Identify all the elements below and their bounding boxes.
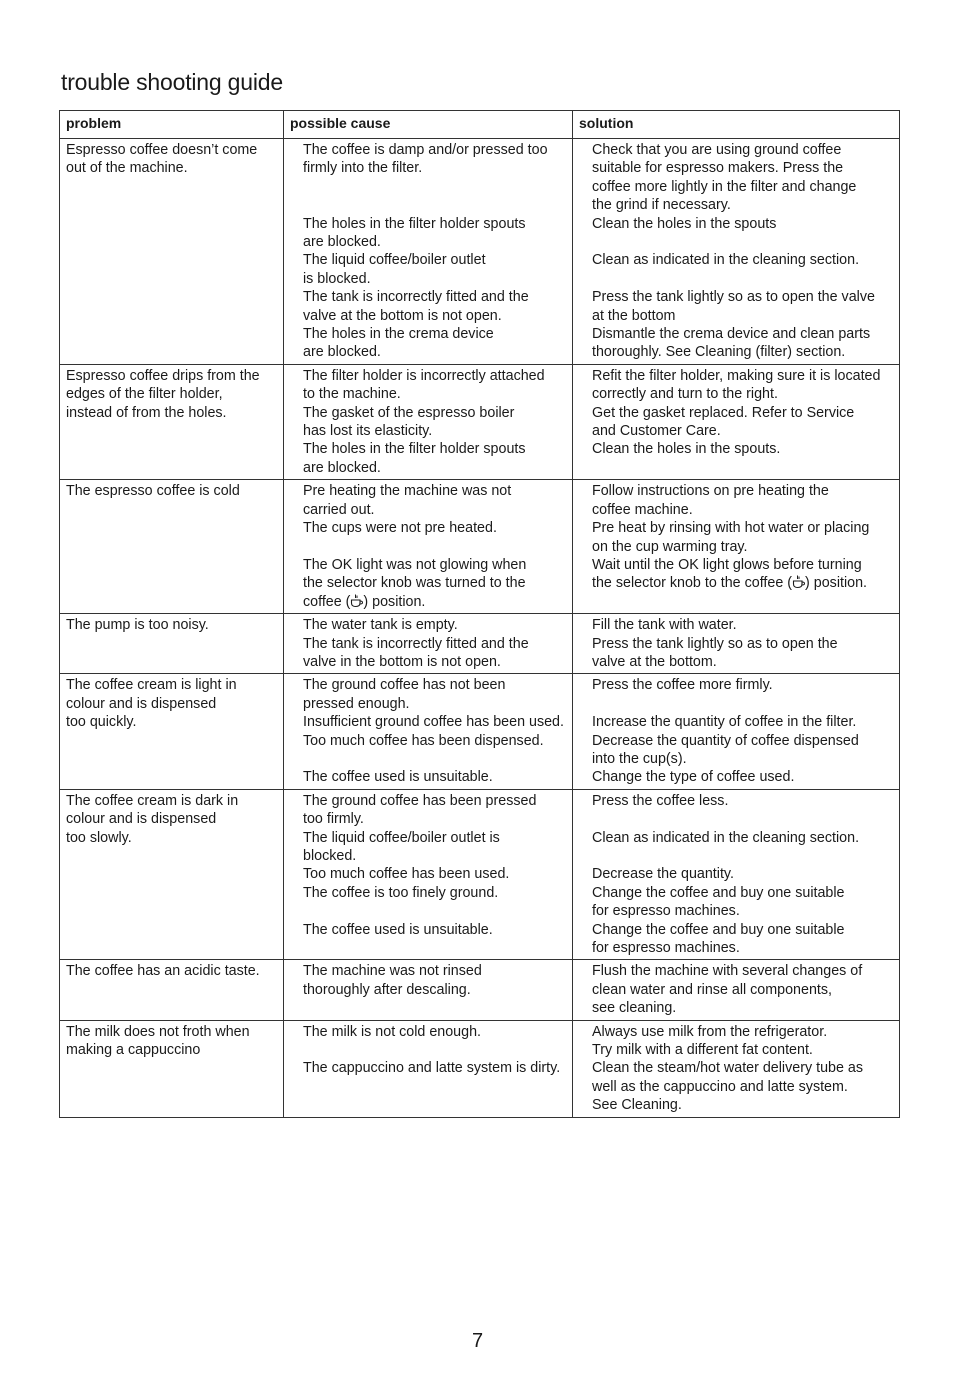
solution-line	[592, 501, 895, 519]
cause-line	[303, 343, 568, 361]
cause-line	[303, 215, 568, 233]
cause-line-text: are blocked.	[303, 234, 381, 250]
cause-line	[303, 233, 568, 251]
solution-line	[592, 653, 895, 671]
cause-line-text: Too much coffee has been used.	[303, 866, 510, 883]
line-spacer	[303, 538, 568, 556]
cause-line	[303, 440, 568, 458]
solution-line-text: Follow instructions on pre heating the	[592, 483, 829, 500]
problem-line: instead of from the holes.	[66, 404, 227, 421]
problem-line: making a cappuccino	[66, 1042, 201, 1058]
solution-line-text: Press the tank lightly so as to open the valve	[592, 289, 875, 306]
solution-line	[592, 865, 895, 883]
solution-line-text: Refit the filter holder, making sure it is located	[592, 367, 881, 384]
cause-cell	[284, 614, 573, 674]
table-body	[60, 139, 900, 1118]
line-spacer	[303, 750, 568, 768]
solution-line	[592, 556, 895, 574]
cause-cell	[284, 364, 573, 479]
cause-line-text: The holes in the crema device	[303, 326, 494, 343]
solution-line	[592, 732, 895, 750]
solution-line	[592, 1023, 895, 1041]
problem-line: too quickly.	[66, 714, 137, 731]
cause-line	[303, 1023, 568, 1041]
cause-line-text: The water tank is empty.	[303, 617, 458, 634]
cause-line-text: The coffee used is unsuitable.	[303, 769, 493, 786]
solution-line-text: Press the tank lightly so as to open the	[592, 635, 838, 652]
cause-line	[303, 385, 568, 403]
solution-line	[592, 750, 895, 768]
line-spacer	[592, 810, 895, 828]
solution-line-text: valve at the bottom.	[592, 653, 717, 670]
problem-line: Espresso coffee drips from the	[66, 367, 260, 384]
solution-line-text: for espresso machines.	[592, 903, 740, 920]
cause-line	[303, 270, 568, 288]
cause-line-text: thoroughly after descaling.	[303, 981, 471, 998]
solution-line-text: Dismantle the crema device and clean parts	[592, 326, 871, 343]
cause-line	[303, 593, 568, 611]
cause-line	[303, 556, 568, 574]
solution-line	[592, 676, 895, 694]
problem-cell	[60, 139, 284, 365]
cause-line-text: Pre heating the machine was not	[303, 483, 512, 500]
line-spacer	[303, 196, 568, 214]
solution-line-text: Increase the quantity of coffee in the filter.	[592, 714, 857, 731]
solution-line-text: on the cup warming tray.	[592, 538, 748, 555]
cause-line-text: coffee (	[303, 593, 351, 610]
solution-line-text: suitable for espresso makers. Press the	[592, 160, 844, 177]
cause-line	[303, 768, 568, 786]
cause-line	[303, 921, 568, 939]
cause-line-text: are blocked.	[303, 459, 381, 476]
solution-line	[592, 141, 895, 159]
cause-line-text: The ground coffee has not been	[303, 677, 506, 694]
cause-line-text: to the machine.	[303, 386, 401, 403]
cause-line	[303, 792, 568, 810]
table-row	[60, 364, 900, 479]
cause-line-text: The gasket of the espresso boiler	[303, 404, 515, 421]
solution-line	[592, 538, 895, 556]
cause-line	[303, 288, 568, 306]
solution-line	[592, 215, 895, 233]
cause-line	[303, 962, 568, 980]
solution-line-text: Wait until the OK light glows before turning	[592, 556, 862, 573]
problem-line: The milk does not froth when	[66, 1023, 250, 1040]
solution-line	[592, 902, 895, 920]
line-spacer	[303, 902, 568, 920]
line-spacer	[592, 847, 895, 865]
cause-line	[303, 616, 568, 634]
solution-line-text: Change the coffee and buy one suitable	[592, 921, 845, 938]
solution-line	[592, 178, 895, 196]
solution-line-text: Press the coffee more firmly.	[592, 677, 773, 694]
cause-line-text: The coffee is too finely ground.	[303, 884, 499, 901]
problem-line: The coffee cream is dark in	[66, 792, 239, 809]
problem-cell	[60, 789, 284, 960]
line-spacer	[592, 695, 895, 713]
table-row	[60, 960, 900, 1020]
solution-line	[592, 196, 895, 214]
problem-cell	[60, 614, 284, 674]
problem-line: The espresso coffee is cold	[66, 483, 240, 500]
solution-line	[592, 1096, 895, 1114]
solution-line	[592, 713, 895, 731]
cause-line	[303, 676, 568, 694]
solution-line-text: Clean the holes in the spouts	[592, 215, 777, 232]
cause-line-text: The milk is not cold enough.	[303, 1023, 482, 1040]
solution-line	[592, 574, 895, 592]
page-title: trouble shooting guide	[61, 69, 283, 96]
coffee-cup-icon	[792, 575, 805, 589]
cause-line-text: has lost its elasticity.	[303, 423, 433, 440]
solution-cell	[573, 614, 900, 674]
cause-cell	[284, 960, 573, 1020]
cause-line-text: The machine was not rinsed	[303, 963, 482, 980]
solution-cell	[573, 364, 900, 479]
cause-line	[303, 981, 568, 999]
line-spacer	[592, 270, 895, 288]
cause-line	[303, 732, 568, 750]
cause-line-text: blocked.	[303, 847, 357, 864]
cause-line-text-after: ) position.	[363, 593, 426, 610]
cause-line-text: the selector knob was turned to the	[303, 575, 526, 592]
solution-line-text: well as the cappuccino and latte system.	[592, 1078, 848, 1095]
problem-cell	[60, 364, 284, 479]
line-spacer	[303, 1041, 568, 1059]
solution-line	[592, 1041, 895, 1059]
line-spacer	[303, 178, 568, 196]
solution-cell	[573, 480, 900, 614]
cause-cell	[284, 789, 573, 960]
cause-line-text: The tank is incorrectly fitted and the	[303, 289, 529, 306]
solution-line	[592, 792, 895, 810]
troubleshooting-table	[59, 110, 900, 1118]
solution-line-text: Decrease the quantity of coffee dispensed	[592, 732, 859, 749]
cause-line	[303, 635, 568, 653]
cause-line-text: Too much coffee has been dispensed.	[303, 732, 544, 749]
solution-line-text: Pre heat by rinsing with hot water or placing	[592, 520, 870, 537]
solution-line-text: Decrease the quantity.	[592, 866, 734, 883]
cause-line	[303, 422, 568, 440]
solution-line	[592, 1059, 895, 1077]
cause-line-text: is blocked.	[303, 270, 371, 287]
cause-line	[303, 367, 568, 385]
column-header-cause: possible cause	[284, 111, 573, 139]
problem-line: colour and is dispensed	[66, 695, 217, 712]
table-header-row	[60, 111, 900, 139]
solution-line-text: Clean as indicated in the cleaning section.	[592, 829, 860, 846]
solution-cell	[573, 674, 900, 789]
solution-line-text: the grind if necessary.	[592, 197, 731, 214]
solution-line	[592, 939, 895, 957]
problem-cell	[60, 1020, 284, 1117]
cause-line-text: pressed enough.	[303, 695, 410, 712]
solution-line-text: Press the coffee less.	[592, 792, 729, 809]
cause-line	[303, 307, 568, 325]
cause-line	[303, 713, 568, 731]
cause-line	[303, 141, 568, 159]
solution-line	[592, 999, 895, 1017]
solution-line	[592, 884, 895, 902]
cause-line	[303, 829, 568, 847]
solution-cell	[573, 960, 900, 1020]
solution-line	[592, 325, 895, 343]
cause-line	[303, 251, 568, 269]
cause-line-text: The holes in the filter holder spouts	[303, 441, 526, 458]
cause-line	[303, 847, 568, 865]
solution-line-text: and Customer Care.	[592, 423, 721, 440]
cause-cell	[284, 139, 573, 365]
cause-line-text: valve in the bottom is not open.	[303, 653, 501, 670]
problem-line: The pump is too noisy.	[66, 617, 209, 634]
cause-line	[303, 459, 568, 477]
cause-line-text: are blocked.	[303, 344, 381, 361]
cause-line	[303, 884, 568, 902]
table-row	[60, 789, 900, 960]
problem-line: Espresso coffee doesn’t come	[66, 142, 258, 158]
solution-line	[592, 385, 895, 403]
solution-line-text: coffee more lightly in the filter and change	[592, 178, 857, 195]
solution-line-text: Check that you are using ground coffee	[592, 142, 842, 158]
solution-line-text: correctly and turn to the right.	[592, 386, 778, 403]
table-row	[60, 674, 900, 789]
solution-line	[592, 768, 895, 786]
solution-line	[592, 829, 895, 847]
solution-line-text: Clean the steam/hot water delivery tube as	[592, 1060, 863, 1077]
problem-line: The coffee has an acidic taste.	[66, 963, 260, 980]
solution-line-text: Fill the tank with water.	[592, 617, 737, 634]
cause-cell	[284, 674, 573, 789]
solution-line	[592, 616, 895, 634]
table-row	[60, 480, 900, 614]
cause-cell	[284, 1020, 573, 1117]
solution-line-text: Try milk with a different fat content.	[592, 1042, 813, 1058]
cause-line-text: Insufficient ground coffee has been used.	[303, 714, 564, 731]
solution-line-text: the selector knob to the coffee (	[592, 575, 793, 592]
cause-line-text: The tank is incorrectly fitted and the	[303, 635, 529, 652]
cause-line-text: firmly into the filter.	[303, 160, 423, 177]
table-row	[60, 1020, 900, 1117]
cause-line	[303, 325, 568, 343]
solution-line-text: See Cleaning.	[592, 1097, 682, 1114]
solution-line	[592, 519, 895, 537]
solution-line-text: for espresso machines.	[592, 939, 740, 956]
cause-line-text: The liquid coffee/boiler outlet is	[303, 829, 500, 846]
problem-cell	[60, 480, 284, 614]
line-spacer	[592, 233, 895, 251]
solution-line-text: Clean as indicated in the cleaning section.	[592, 252, 860, 269]
cause-line-text: The OK light was not glowing when	[303, 556, 527, 573]
solution-line	[592, 307, 895, 325]
solution-line	[592, 367, 895, 385]
cause-line	[303, 653, 568, 671]
cause-line	[303, 159, 568, 177]
solution-line	[592, 635, 895, 653]
solution-line	[592, 343, 895, 361]
cause-line	[303, 519, 568, 537]
cause-line-text: The holes in the filter holder spouts	[303, 215, 526, 232]
cause-line	[303, 574, 568, 592]
cause-line-text: too firmly.	[303, 811, 364, 828]
solution-line-text: Clean the holes in the spouts.	[592, 441, 781, 458]
solution-cell	[573, 1020, 900, 1117]
cause-line-text: The cups were not pre heated.	[303, 520, 497, 537]
solution-line-text: Flush the machine with several changes of	[592, 963, 863, 980]
cause-line-text: The coffee is damp and/or pressed too	[303, 142, 548, 158]
problem-line: colour and is dispensed	[66, 811, 217, 828]
cause-line-text: The liquid coffee/boiler outlet	[303, 252, 486, 269]
solution-line	[592, 422, 895, 440]
cause-line	[303, 482, 568, 500]
solution-line	[592, 404, 895, 422]
solution-line	[592, 981, 895, 999]
solution-line-text: see cleaning.	[592, 1000, 677, 1017]
page-number: 7	[472, 1330, 484, 1352]
cause-line-text: The filter holder is incorrectly attached	[303, 367, 545, 384]
problem-cell	[60, 960, 284, 1020]
cause-line	[303, 865, 568, 883]
cause-line-text: The coffee used is unsuitable.	[303, 921, 493, 938]
table-row	[60, 139, 900, 365]
coffee-cup-icon	[350, 594, 363, 608]
table-row	[60, 614, 900, 674]
solution-line	[592, 288, 895, 306]
cause-line-text: valve at the bottom is not open.	[303, 307, 502, 324]
problem-line: out of the machine.	[66, 160, 188, 177]
problem-line: edges of the filter holder,	[66, 386, 223, 403]
solution-line	[592, 482, 895, 500]
cause-line-text: carried out.	[303, 501, 375, 518]
solution-line	[592, 962, 895, 980]
solution-line	[592, 251, 895, 269]
cause-line	[303, 501, 568, 519]
cause-line	[303, 404, 568, 422]
problem-line: The coffee cream is light in	[66, 677, 237, 694]
cause-line-text: The ground coffee has been pressed	[303, 792, 537, 809]
problem-cell	[60, 674, 284, 789]
cause-line-text: The cappuccino and latte system is dirty.	[303, 1060, 561, 1077]
solution-line-text: Always use milk from the refrigerator.	[592, 1023, 828, 1040]
solution-line-text: Change the type of coffee used.	[592, 769, 795, 786]
column-header-problem: problem	[60, 111, 284, 139]
cause-line	[303, 810, 568, 828]
solution-line-text-after: ) position.	[805, 575, 868, 592]
solution-cell	[573, 789, 900, 960]
cause-cell	[284, 480, 573, 614]
solution-cell	[573, 139, 900, 365]
solution-line-text: clean water and rinse all components,	[592, 981, 833, 998]
solution-line	[592, 921, 895, 939]
column-header-solution: solution	[573, 111, 900, 139]
solution-line	[592, 159, 895, 177]
problem-line: too slowly.	[66, 829, 132, 846]
solution-line-text: Change the coffee and buy one suitable	[592, 884, 845, 901]
solution-line	[592, 440, 895, 458]
solution-line-text: Get the gasket replaced. Refer to Service	[592, 404, 855, 421]
solution-line	[592, 1078, 895, 1096]
solution-line-text: thoroughly. See Cleaning (filter) section.	[592, 344, 846, 361]
solution-line-text: coffee machine.	[592, 501, 693, 518]
cause-line	[303, 695, 568, 713]
solution-line-text: into the cup(s).	[592, 750, 687, 767]
solution-line-text: at the bottom	[592, 307, 676, 324]
cause-line	[303, 1059, 568, 1077]
